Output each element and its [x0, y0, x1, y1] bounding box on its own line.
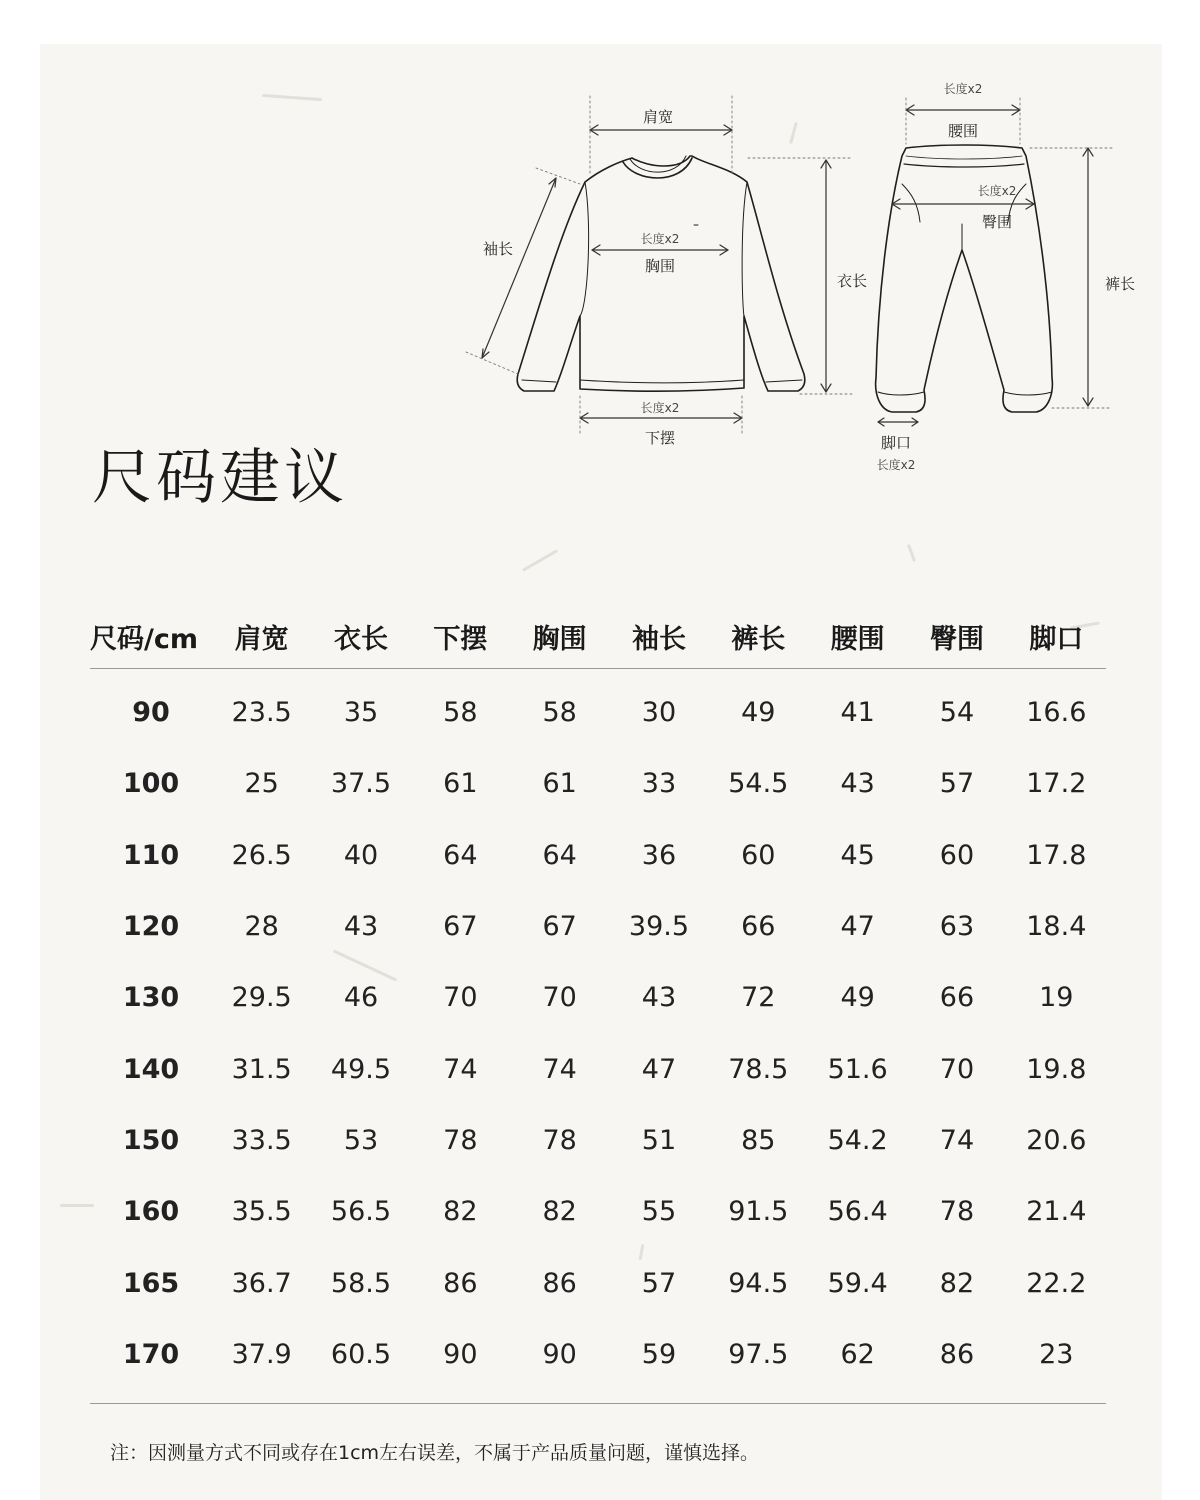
- measurement-cell: 58.5: [330, 1267, 392, 1299]
- measurement-cell: 23: [1039, 1338, 1074, 1370]
- measurement-cell: 82: [443, 1196, 478, 1228]
- measurement-cell: 40: [343, 839, 379, 871]
- size-cell: 170: [122, 1338, 180, 1370]
- measurement-cell: 74: [443, 1053, 478, 1085]
- size-table: [90, 604, 1106, 1390]
- measurement-cell: 17.8: [1026, 839, 1087, 871]
- measurement-cell: 43: [343, 911, 379, 943]
- measurement-cell: 86: [939, 1338, 975, 1370]
- measurement-cell: 82: [939, 1267, 975, 1299]
- table-bottom-rule: [90, 1403, 1106, 1404]
- measurement-cell: 91.5: [728, 1196, 789, 1228]
- measurement-cell: 47: [840, 911, 875, 943]
- measurement-cell: 78: [542, 1124, 577, 1156]
- measurement-cell: 86: [443, 1267, 478, 1299]
- table-row: [90, 1247, 1106, 1318]
- measurement-cell: 45: [840, 839, 875, 871]
- measurement-cell: 30: [641, 697, 677, 729]
- measurement-cell: 49.5: [330, 1053, 392, 1085]
- table-row: [90, 669, 1106, 749]
- size-cell: 150: [122, 1124, 180, 1156]
- measurement-cell: 56.4: [827, 1196, 888, 1228]
- size-cell: 90: [132, 697, 170, 729]
- measurement-cell: 74: [939, 1124, 975, 1156]
- measurement-cell: 78: [939, 1196, 975, 1228]
- measurement-cell: 67: [542, 911, 577, 943]
- column-header: 胸围: [510, 604, 609, 669]
- measurement-cell: 66: [741, 911, 776, 943]
- size-cell: 165: [122, 1267, 180, 1299]
- measurement-cell: 63: [939, 911, 975, 943]
- measurement-cell: 55: [641, 1196, 677, 1228]
- size-guide-card: [40, 44, 1162, 1500]
- texture-fleck: [522, 549, 558, 572]
- measurement-note: 注：因测量方式不同或存在1cm左右误差，不属于产品质量问题，谨慎选择。: [110, 1442, 760, 1464]
- measurement-cell: 54: [939, 697, 975, 729]
- measurement-cell: 66: [939, 982, 975, 1014]
- hem-length-note: 长度x2: [640, 401, 680, 415]
- column-header: 臀围: [907, 604, 1006, 669]
- measurement-cell: 86: [542, 1267, 577, 1299]
- shoulder-label: 肩宽: [642, 108, 674, 126]
- measurement-cell: 26.5: [231, 839, 292, 871]
- measurement-cell: 19: [1039, 982, 1074, 1014]
- pants-measure-lines: [878, 105, 1093, 426]
- chest-length-note: 长度x2: [640, 232, 680, 246]
- column-header: 下摆: [411, 604, 510, 669]
- measurement-cell: 58: [542, 697, 577, 729]
- measurement-cell: 47: [641, 1053, 677, 1085]
- table-row: [90, 1319, 1106, 1390]
- pants-outline: [876, 145, 1053, 412]
- measurement-cell: 59: [641, 1338, 677, 1370]
- measurement-cell: 17.2: [1026, 768, 1087, 800]
- measurement-cell: 60: [939, 839, 975, 871]
- measurement-cell: 60.5: [330, 1338, 392, 1370]
- table-row: [90, 1176, 1106, 1247]
- column-header: 衣长: [311, 604, 410, 669]
- measurement-cell: 33.5: [231, 1124, 292, 1156]
- measurement-cell: 49: [840, 982, 875, 1014]
- measurement-cell: 23.5: [231, 697, 292, 729]
- measurement-cell: 78: [443, 1124, 478, 1156]
- measurement-cell: 43: [641, 982, 677, 1014]
- measurement-cell: 70: [939, 1053, 975, 1085]
- waist-length-note: 长度x2: [943, 82, 983, 96]
- measurement-cell: 60: [741, 839, 776, 871]
- measurement-cell: 33: [641, 768, 677, 800]
- measurement-cell: 70: [443, 982, 478, 1014]
- measurement-cell: 67: [443, 911, 478, 943]
- measurement-cell: 58: [443, 697, 478, 729]
- hip-label: 臀围: [981, 213, 1013, 231]
- measurement-cell: 18.4: [1026, 911, 1087, 943]
- measurement-cell: 49: [741, 697, 776, 729]
- cuff-length-note: 长度x2: [876, 458, 916, 472]
- measurement-cell: 37.9: [231, 1338, 292, 1370]
- measurement-cell: 90: [542, 1338, 577, 1370]
- column-header: 尺码/cm: [90, 604, 212, 669]
- size-cell: 120: [122, 911, 180, 943]
- table-body: [90, 669, 1106, 1390]
- measurement-cell: 43: [840, 768, 875, 800]
- pants-length-label: 裤长: [1104, 275, 1136, 293]
- size-cell: 140: [122, 1053, 180, 1085]
- table-row: [90, 820, 1106, 891]
- table-header-row: [90, 604, 1106, 669]
- measurement-cell: 72: [741, 982, 776, 1014]
- measurement-cell: 25: [244, 768, 279, 800]
- size-cell: 110: [122, 839, 180, 871]
- table-row: [90, 1033, 1106, 1104]
- measurement-cell: 21.4: [1026, 1196, 1087, 1228]
- measurement-cell: 53: [343, 1124, 379, 1156]
- pants-guides: [906, 98, 1112, 408]
- table-row: [90, 748, 1106, 819]
- measurement-cell: 46: [343, 982, 379, 1014]
- measurement-cell: 54.2: [827, 1124, 888, 1156]
- measurement-cell: 59.4: [827, 1267, 888, 1299]
- size-cell: 100: [122, 768, 180, 800]
- measurement-cell: 82: [542, 1196, 577, 1228]
- table-row: [90, 1105, 1106, 1176]
- waist-label: 腰围: [947, 122, 979, 140]
- measurement-cell: 35.5: [231, 1196, 292, 1228]
- measurement-cell: 22.2: [1026, 1267, 1087, 1299]
- measurement-cell: 57: [939, 768, 975, 800]
- column-header: 裤长: [709, 604, 808, 669]
- measurement-cell: 85: [741, 1124, 776, 1156]
- page-title: 尺码建议: [92, 443, 348, 513]
- column-header: 脚口: [1007, 604, 1106, 669]
- measurement-cell: 56.5: [330, 1196, 392, 1228]
- measurement-cell: 78.5: [728, 1053, 789, 1085]
- measurement-cell: 62: [840, 1338, 875, 1370]
- column-header: 肩宽: [212, 604, 311, 669]
- measurement-cell: 70: [542, 982, 577, 1014]
- hem-label: 下摆: [644, 429, 676, 447]
- measurement-cell: 90: [443, 1338, 478, 1370]
- measurement-cell: 29.5: [231, 982, 292, 1014]
- measurement-cell: 36.7: [231, 1267, 292, 1299]
- measurement-cell: 94.5: [728, 1267, 789, 1299]
- measurement-cell: 36: [641, 839, 677, 871]
- measurement-cell: 20.6: [1026, 1124, 1087, 1156]
- texture-fleck: [60, 1204, 94, 1207]
- top-length-label: 衣长: [836, 272, 868, 290]
- measurement-cell: 61: [542, 768, 577, 800]
- measurement-cell: 57: [641, 1267, 677, 1299]
- size-cell: 130: [122, 982, 180, 1014]
- measurement-cell: 41: [840, 697, 875, 729]
- cuff-label: 脚口: [880, 434, 912, 452]
- table-row: [90, 891, 1106, 962]
- measurement-cell: 74: [542, 1053, 577, 1085]
- measurement-cell: 31.5: [231, 1053, 292, 1085]
- measurement-cell: 19.8: [1026, 1053, 1087, 1085]
- size-cell: 160: [122, 1196, 180, 1228]
- measurement-cell: 28: [244, 911, 279, 943]
- measurement-cell: 16.6: [1026, 697, 1087, 729]
- column-header: 腰围: [808, 604, 907, 669]
- measurement-cell: 51: [641, 1124, 677, 1156]
- measurement-cell: 97.5: [728, 1338, 789, 1370]
- measurement-cell: 64: [542, 839, 577, 871]
- hip-length-note: 长度x2: [977, 184, 1017, 198]
- measurement-cell: 35: [343, 697, 379, 729]
- chest-label: 胸围: [644, 257, 676, 275]
- sleeve-label: 袖长: [482, 240, 514, 258]
- measurement-cell: 54.5: [728, 768, 789, 800]
- table-row: [90, 962, 1106, 1033]
- measurement-cell: 64: [443, 839, 478, 871]
- column-header: 袖长: [609, 604, 708, 669]
- texture-fleck: [907, 544, 916, 562]
- measurement-cell: 61: [443, 768, 478, 800]
- measurement-cell: 51.6: [827, 1053, 888, 1085]
- measurement-cell: 37.5: [330, 768, 392, 800]
- measurement-cell: 39.5: [628, 911, 690, 943]
